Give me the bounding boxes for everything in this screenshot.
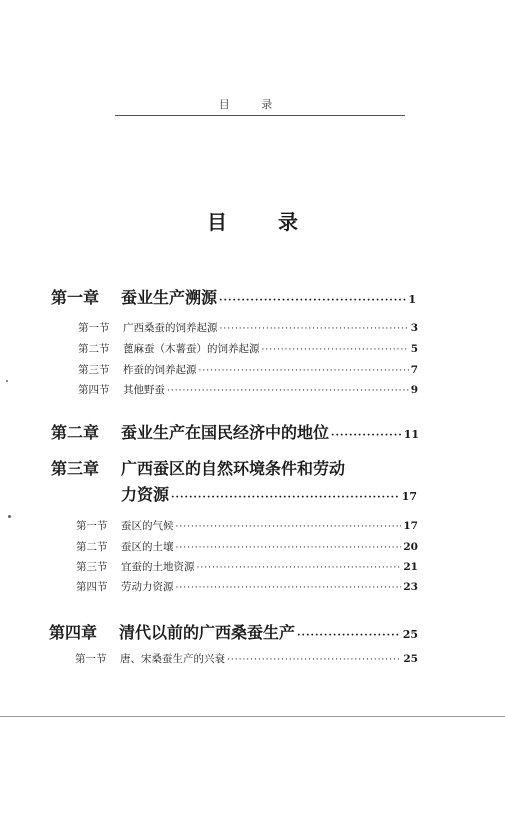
toc-section-1-1[interactable]: [78, 320, 418, 335]
chapter-label: 第二章: [51, 423, 100, 442]
running-head: 目 录: [218, 98, 287, 111]
leader-dots: [227, 655, 401, 665]
section-label: 第一节: [78, 322, 110, 334]
section-label: 第三节: [76, 561, 108, 573]
section-label: 第四节: [76, 581, 108, 593]
leader-dots: [171, 492, 400, 503]
chapter-title: 蚕业生产溯源: [121, 288, 218, 307]
leader-dots: [176, 522, 402, 532]
page-number: 17: [401, 490, 417, 503]
section-title: 广西桑蚕的饲养起源: [123, 322, 218, 334]
section-title: 劳动力资源: [121, 581, 174, 593]
page-number: 3: [410, 322, 418, 334]
leader-dots: [262, 345, 409, 355]
section-title: 蚕区的土壤: [121, 541, 174, 553]
section-label: 第一节: [76, 520, 108, 532]
section-label: 第二节: [76, 541, 108, 553]
leader-dots: [219, 295, 406, 306]
chapter-title: 蚕业生产在国民经济中的地位: [121, 423, 330, 442]
page-number: 1: [408, 293, 416, 306]
page-number: 21: [403, 561, 418, 573]
section-title: 宜蚕的土地资源: [121, 561, 195, 573]
leader-dots: [220, 324, 409, 334]
section-title: 唐、宋桑蚕生产的兴衰: [120, 653, 225, 665]
leader-dots: [176, 543, 402, 553]
leader-dots: [331, 430, 402, 441]
page-edge-line: [0, 716, 505, 717]
scan-speck: [8, 515, 11, 518]
page-number: 9: [410, 384, 418, 396]
page-number: 17: [403, 520, 418, 532]
leader-dots: [197, 563, 402, 573]
page-number: 5: [410, 343, 418, 355]
section-label: 第一节: [75, 653, 107, 665]
page-number: 25: [403, 653, 418, 665]
section-label: 第三节: [78, 364, 110, 376]
chapter-title: 清代以前的广西桑蚕生产: [119, 623, 296, 642]
section-title: 蚕区的气候: [121, 520, 174, 532]
toc-section-3-1[interactable]: [76, 518, 418, 533]
section-label: 第二节: [78, 343, 110, 355]
chapter-label: 第三章: [51, 459, 100, 478]
leader-dots: [176, 583, 402, 593]
page-number: 23: [403, 581, 418, 593]
toc-chapter-2[interactable]: [51, 420, 419, 443]
section-title: 其他野蚕: [123, 384, 165, 396]
chapter-title: 广西蚕区的自然环境条件和劳动: [121, 459, 346, 478]
toc-section-3-3[interactable]: [76, 559, 418, 574]
leader-dots: [167, 386, 409, 396]
toc-chapter-3-line1[interactable]: [51, 456, 345, 479]
page-number: 25: [402, 628, 418, 641]
chapter-label: 第四章: [49, 623, 98, 642]
toc-section-1-4[interactable]: [78, 382, 418, 397]
page-number: 11: [403, 428, 419, 441]
chapter-label: 第一章: [51, 288, 100, 307]
page-title: 目 录: [207, 210, 320, 234]
toc-chapter-1[interactable]: [51, 285, 416, 308]
toc-section-1-3[interactable]: [78, 362, 418, 377]
toc-section-3-4[interactable]: [76, 579, 418, 594]
toc-chapter-3-line2[interactable]: [121, 482, 417, 505]
header-rule: [115, 115, 405, 116]
leader-dots: [199, 366, 409, 376]
scan-speck: [6, 380, 8, 382]
page-number: 7: [410, 364, 418, 376]
toc-section-4-1[interactable]: [75, 651, 418, 666]
section-title: 蓖麻蚕（木薯蚕）的饲养起源: [123, 343, 260, 355]
toc-section-1-2[interactable]: [78, 341, 418, 356]
section-label: 第四节: [78, 384, 110, 396]
page-number: 20: [403, 541, 418, 553]
section-title: 柞蚕的饲养起源: [123, 364, 197, 376]
toc-section-3-2[interactable]: [76, 539, 418, 554]
chapter-title-cont: 力资源: [121, 485, 170, 504]
toc-chapter-4[interactable]: [49, 620, 418, 643]
leader-dots: [297, 630, 401, 641]
